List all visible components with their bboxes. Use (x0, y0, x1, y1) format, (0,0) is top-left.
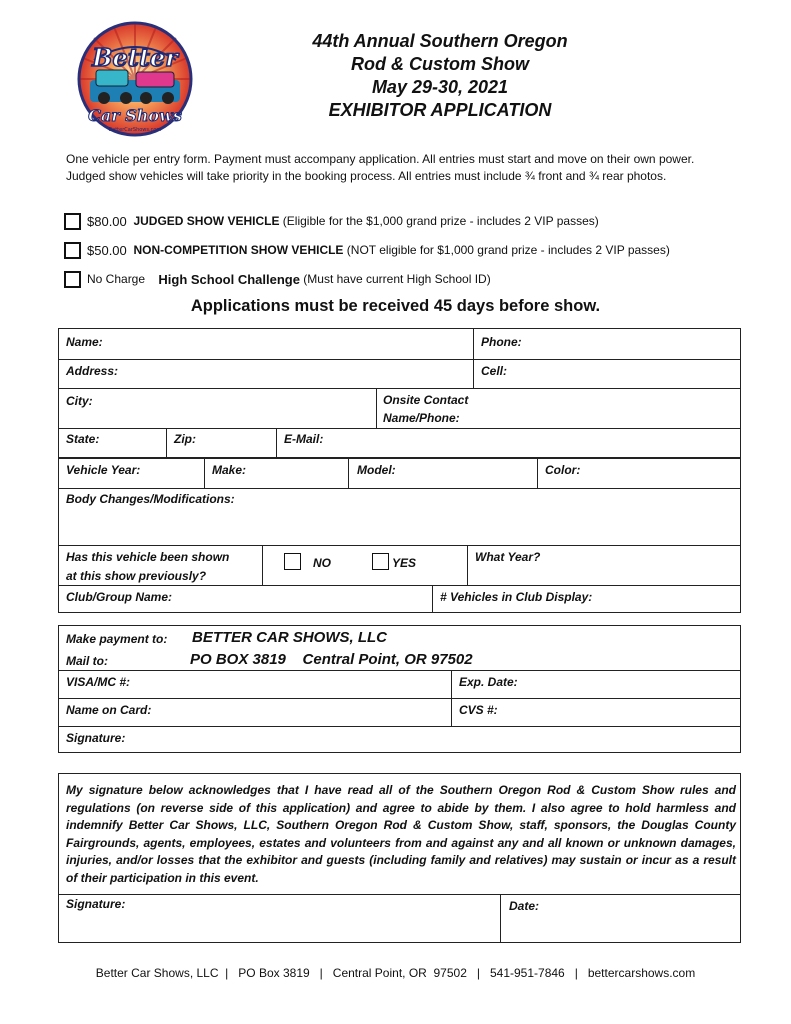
mail-address: PO BOX 3819 Central Point, OR 97502 (190, 651, 473, 668)
title-line: 44th Annual Southern Oregon (312, 31, 568, 51)
option-name: NON-COMPETITION SHOW VEHICLE (133, 243, 344, 257)
option-name: JUDGED SHOW VEHICLE (133, 214, 280, 228)
shown-previously-question-2: at this show previously? (66, 569, 207, 583)
title-line: EXHIBITOR APPLICATION (328, 100, 552, 120)
title-line: Rod & Custom Show (351, 54, 529, 74)
address-field[interactable]: Address: (66, 364, 119, 378)
mail-to-label: Mail to: (66, 654, 108, 668)
option-price: No Charge (87, 272, 146, 286)
exp-date-field[interactable]: Exp. Date: (459, 675, 518, 689)
option-high-school (64, 270, 491, 288)
page-title (240, 30, 640, 122)
svg-text:Car Shows: Car Shows (88, 106, 182, 125)
option-price: $80.00 (87, 213, 127, 229)
yes-label: YES (392, 556, 417, 570)
no-checkbox[interactable] (284, 553, 301, 570)
name-field[interactable]: Name: (66, 335, 103, 349)
cvs-field[interactable]: CVS #: (459, 703, 498, 717)
option-note: (Eligible for the $1,000 grand prize - includes 2 VIP passes) (282, 214, 599, 228)
city-field[interactable]: City: (66, 394, 93, 408)
judged-checkbox[interactable] (64, 213, 81, 230)
svg-text:Better: Better (92, 43, 178, 72)
club-name-field[interactable]: Club/Group Name: (66, 590, 173, 604)
email-field[interactable]: E-Mail: (284, 432, 324, 446)
make-field[interactable]: Make: (212, 463, 247, 477)
state-field[interactable]: State: (66, 432, 100, 446)
title-line: May 29-30, 2021 (371, 77, 509, 97)
high-school-checkbox[interactable] (64, 271, 81, 288)
deadline-notice: Applications must be received 45 days before show. (190, 297, 601, 315)
intro-text: One vehicle per entry form. Payment must accompany application. All entries must start and move on their own power. Judged show vehicles will take priority in the booking process. All entries must include ¾ front and ¾ rear photos. (66, 152, 695, 183)
model-field[interactable]: Model: (357, 463, 396, 477)
cell-field[interactable]: Cell: (481, 364, 508, 378)
onsite-contact-label: Onsite Contact (383, 393, 469, 407)
shown-previously-question: Has this vehicle been shown (66, 550, 230, 564)
ack-date-field[interactable]: Date: (509, 899, 540, 913)
color-field[interactable]: Color: (545, 463, 581, 477)
vehicle-year-field[interactable]: Vehicle Year: (66, 463, 141, 477)
option-price: $50.00 (87, 242, 127, 258)
visa-mc-field[interactable]: VISA/MC #: (66, 675, 131, 689)
zip-field[interactable]: Zip: (174, 432, 196, 446)
ack-signature-field[interactable]: Signature: (66, 897, 126, 911)
make-payment-label: Make payment to: (66, 632, 168, 646)
option-name: High School Challenge (158, 271, 300, 287)
payee-name: BETTER CAR SHOWS, LLC (192, 629, 387, 646)
option-judged (64, 212, 599, 230)
what-year-field[interactable]: What Year? (475, 550, 541, 564)
no-label: NO (313, 556, 331, 570)
phone-field[interactable]: Phone: (481, 335, 522, 349)
option-note: (NOT eligible for $1,000 grand prize - includes 2 VIP passes) (346, 243, 670, 257)
onsite-contact-field[interactable]: Name/Phone: (383, 411, 460, 425)
option-non-competition (64, 241, 670, 259)
svg-text:BetterCarShows.com: BetterCarShows.com (108, 127, 162, 133)
name-on-card-field[interactable]: Name on Card: (66, 703, 152, 717)
club-vehicles-field[interactable]: # Vehicles in Club Display: (440, 590, 593, 604)
payment-signature-field[interactable]: Signature: (66, 731, 126, 745)
body-changes-field[interactable]: Body Changes/Modifications: (66, 492, 235, 506)
yes-checkbox[interactable] (372, 553, 389, 570)
footer-contact: Better Car Shows, LLC | PO Box 3819 | Central Point, OR 97502 | 541-951-7846 | bettercarshows.com (95, 966, 696, 980)
non-competition-checkbox[interactable] (64, 242, 81, 259)
acknowledgement-text: My signature below acknowledges that I have read all of the Southern Oregon Rod & Custom Show rules and regulations (on reverse side of this application) and agree to abide by them. I also agree to hold harmless and indemnify Better Car Shows, LLC, Southern Oregon Rod & Custom Show, staff, sponsors, the Douglas County Fairgrounds, agents, employees, estates and volunteers from and against any and all known or unknown damages, injuries, and/or losses that the exhibitor and guests (including family and relatives) may sustain or incur as a result of their participation in this event. (66, 783, 736, 885)
better-car-shows-logo (76, 20, 194, 138)
option-note: (Must have current High School ID) (303, 272, 491, 286)
